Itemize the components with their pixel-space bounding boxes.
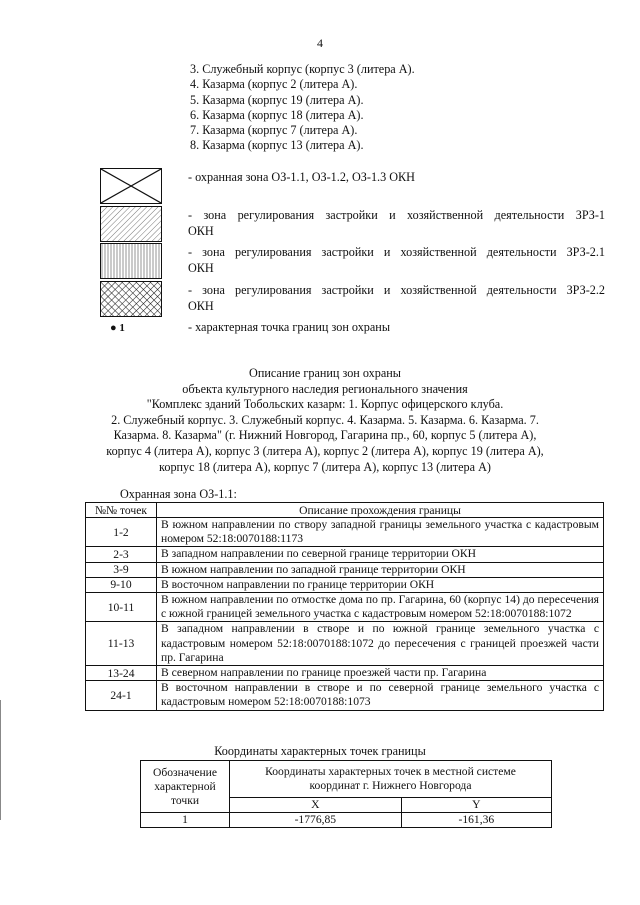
- heading-line: корпус 4 (литера А), корпус 3 (литера А), корпус 2 (литера А), корпус 19 (литера А),: [106, 443, 544, 458]
- column-header: X: [230, 798, 402, 813]
- table-row: [86, 666, 604, 681]
- page-number: 4: [317, 36, 323, 50]
- x-cell: -1776,85: [230, 813, 402, 828]
- list-item: 7. Казарма (корпус 7 (литера А).: [190, 123, 358, 138]
- legend-point: [100, 320, 605, 336]
- table-row: [86, 547, 604, 562]
- legend-text: [188, 208, 605, 239]
- list-item: 8. Казарма (корпус 13 (литера А).: [190, 138, 364, 153]
- points-cell: 2-3: [86, 547, 157, 562]
- points-cell: 3-9: [86, 562, 157, 577]
- legend-text: [188, 245, 605, 276]
- building-list: [190, 62, 415, 154]
- section-heading: [80, 366, 570, 475]
- column-header: №№ точек: [86, 503, 157, 518]
- table-row: [86, 593, 604, 622]
- legend-line: - зона регулирования застройки и хозяйственной деятельности ЗРЗ-2.1: [188, 245, 605, 259]
- description-cell: В западном направлении по северной границе территории ОКН: [157, 547, 604, 562]
- table-row: [86, 622, 604, 666]
- diagonal-hatch-icon: [100, 206, 162, 242]
- coordinates-table: [140, 760, 552, 828]
- points-cell: 9-10: [86, 577, 157, 592]
- legend-line: ОКН: [188, 298, 214, 313]
- heading-line: "Комплекс зданий Тобольских казарм: 1. Корпус офицерского клуба.: [146, 397, 504, 412]
- heading-line: Казарма. 8. Казарма" (г. Нижний Новгород, Гагарина пр., 60, корпус 5 (литера А),: [113, 428, 537, 443]
- table-header-row: [141, 761, 552, 798]
- heading-line: Описание границ зон охраны: [249, 366, 401, 380]
- description-cell: В южном направлении по отмостке дома по пр. Гагарина, 60 (корпус 14) до пересечения с южной границей земельного участка с кадастровым номером 52:18:0070188:1072: [157, 593, 604, 622]
- column-header: Описание прохождения границы: [157, 503, 604, 518]
- column-header: Y: [401, 798, 551, 813]
- zone-title: Охранная зона ОЗ-1.1:: [120, 487, 237, 501]
- table-row: [86, 562, 604, 577]
- legend-line: - зона регулирования застройки и хозяйственной деятельности ЗРЗ-2.2: [188, 283, 605, 297]
- legend-text: [188, 283, 605, 314]
- point-cell: 1: [141, 813, 230, 828]
- list-item: 6. Казарма (корпус 18 (литера А).: [190, 107, 364, 122]
- points-cell: 13-24: [86, 666, 157, 681]
- description-cell: В южном направлении по створу западной границы земельного участка с кадастровым номером 52:18:0070188:1173: [157, 518, 604, 547]
- list-item: 3. Служебный корпус (корпус 3 (литера А).: [190, 62, 415, 76]
- y-cell: -161,36: [401, 813, 551, 828]
- description-cell: В западном направлении в створе и по южной границе земельного участка с кадастровым номером 52:18:0070188:1072 до пересечения с границей проезжей части пр. Гагарина: [157, 622, 604, 666]
- table-row: [86, 518, 604, 547]
- heading-line: объекта культурного наследия регионального значения: [182, 381, 468, 396]
- table-row: [86, 577, 604, 592]
- legend-text: - характерная точка границ зон охраны: [188, 320, 391, 334]
- cross-box-icon: [100, 168, 162, 204]
- column-header: Обозначение характерной точки: [141, 761, 230, 813]
- description-cell: В восточном направлении по границе территории ОКН: [157, 577, 604, 592]
- column-header: Координаты характерных точек в местной системе координат г. Нижнего Новгорода: [230, 761, 552, 798]
- description-cell: В восточном направлении в створе и по северной границе земельного участка с кадастровым номером 52:18:0070188:1073: [157, 681, 604, 710]
- list-item: 5. Казарма (корпус 19 (литера А).: [190, 92, 364, 107]
- legend-line: - зона регулирования застройки и хозяйственной деятельности ЗРЗ-1: [188, 208, 605, 222]
- vertical-hatch-icon: [100, 243, 162, 279]
- legend-text: - охранная зона ОЗ-1.1, ОЗ-1.2, ОЗ-1.3 ОКН: [188, 170, 415, 184]
- heading-line: 2. Служебный корпус. 3. Служебный корпус. 4. Казарма. 5. Казарма. 6. Казарма. 7.: [111, 412, 539, 427]
- points-cell: 24-1: [86, 681, 157, 710]
- scan-edge: [0, 700, 1, 820]
- list-item: 4. Казарма (корпус 2 (литера А).: [190, 77, 358, 92]
- table-header-row: [86, 503, 604, 518]
- legend-line: ОКН: [188, 260, 214, 275]
- point-marker-icon: ● 1: [110, 322, 125, 334]
- legend-line: ОКН: [188, 223, 214, 238]
- description-cell: В южном направлении по западной границе территории ОКН: [157, 562, 604, 577]
- points-cell: 11-13: [86, 622, 157, 666]
- point-label: 1: [119, 322, 125, 334]
- table-row: [86, 681, 604, 710]
- points-cell: 1-2: [86, 518, 157, 547]
- heading-line: корпус 18 (литера А), корпус 7 (литера А), корпус 13 (литера А): [159, 459, 491, 474]
- description-cell: В северном направлении по границе проезжей части пр. Гагарина: [157, 666, 604, 681]
- table-row: [141, 813, 552, 828]
- points-cell: 10-11: [86, 593, 157, 622]
- coordinates-title: Координаты характерных точек границы: [214, 744, 426, 758]
- boundary-table: [85, 502, 604, 711]
- crosshatch-icon: [100, 281, 162, 317]
